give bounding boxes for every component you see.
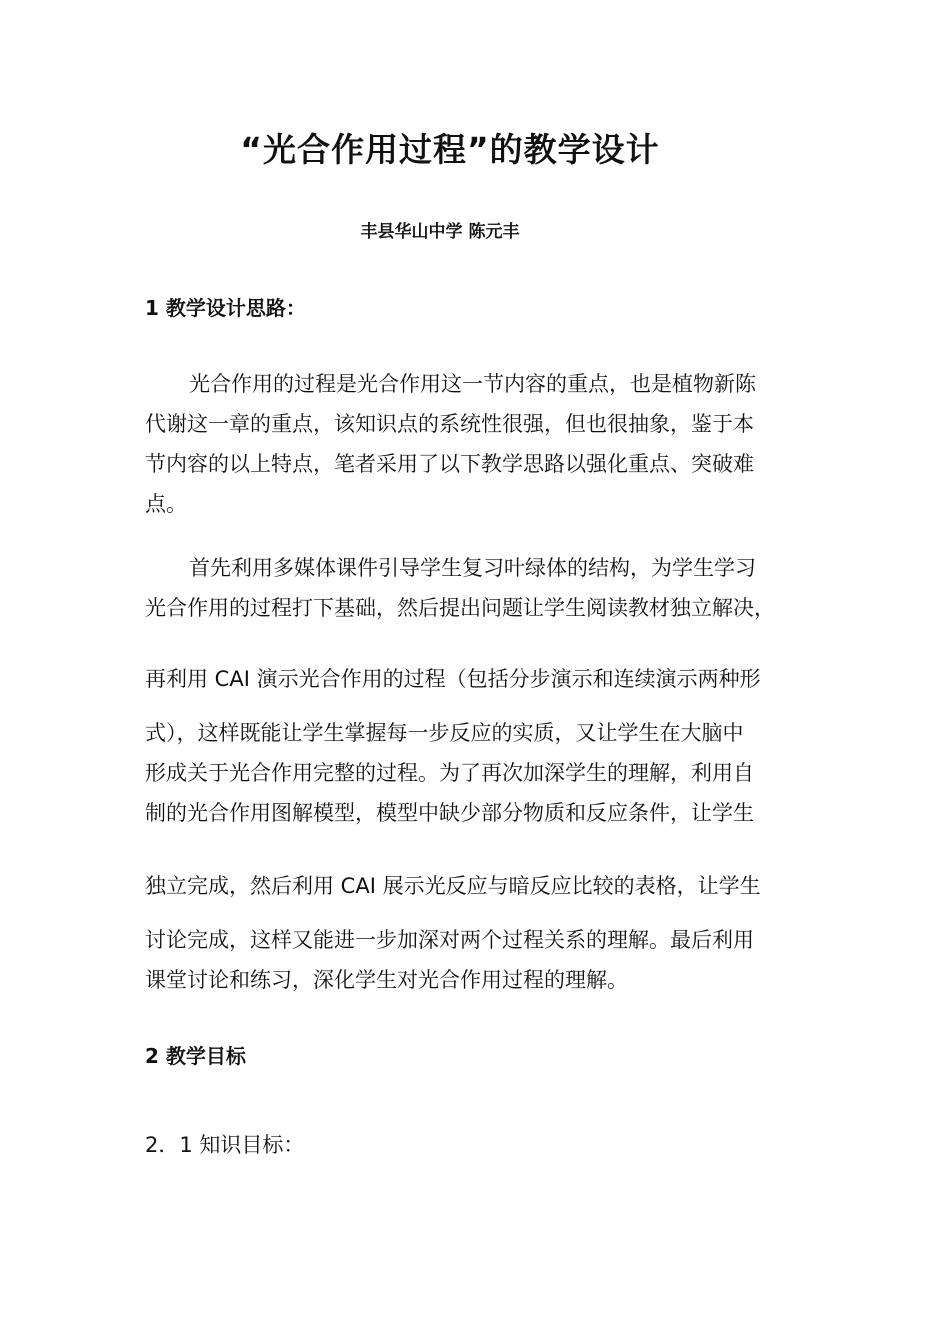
paragraph-line: 节内容的以上特点，笔者采用了以下教学思路以强化重点、突破难 [145, 452, 754, 476]
section-1-paragraph-2 [145, 548, 810, 628]
document-title: “光合作用过程”的教学设计 [240, 130, 660, 169]
paragraph-line: 代谢这一章的重点，该知识点的系统性很强，但也很抽象，鉴于本 [145, 412, 754, 436]
section-1-paragraph-2-cont [145, 713, 810, 833]
paragraph-line: 再利用 CAI 演示光合作用的过程（包括分步演示和连续演示两种形 [145, 667, 761, 691]
paragraph-line: 讨论完成，这样又能进一步加深对两个过程关系的理解。最后利用 [145, 928, 754, 952]
paragraph-line: 独立完成，然后利用 CAI 展示光反应与暗反应比较的表格，让学生 [145, 874, 761, 898]
paragraph-line: 点。 [145, 492, 187, 516]
section-1-paragraph-1 [145, 364, 810, 524]
section-1-heading: 1 教学设计思路： [145, 296, 306, 320]
paragraph-line: 制的光合作用图解模型，模型中缺少部分物质和反应条件，让学生 [145, 801, 754, 825]
author-line: 丰县华山中学 陈元丰 [360, 222, 520, 242]
paragraph-line: 课堂讨论和练习，深化学生对光合作用过程的理解。 [145, 968, 628, 992]
section-1-paragraph-2-cont [145, 659, 810, 699]
paragraph-line: 光合作用的过程打下基础，然后提出问题让学生阅读教材独立解决， [145, 596, 775, 620]
paragraph-line: 式），这样既能让学生掌握每一步反应的实质，又让学生在大脑中 [145, 721, 744, 745]
section-1-paragraph-2-cont [145, 920, 810, 1000]
paragraph-line: 首先利用多媒体课件引导学生复习叶绿体的结构，为学生学习 [189, 556, 756, 580]
section-1-paragraph-2-cont [145, 866, 810, 906]
section-2-1-heading: 2．1 知识目标： [145, 1133, 305, 1157]
paragraph-line: 形成关于光合作用完整的过程。为了再次加深学生的理解，利用自 [145, 761, 754, 785]
paragraph-line: 光合作用的过程是光合作用这一节内容的重点，也是植物新陈 [189, 372, 756, 396]
section-2-heading: 2 教学目标 [145, 1044, 246, 1068]
